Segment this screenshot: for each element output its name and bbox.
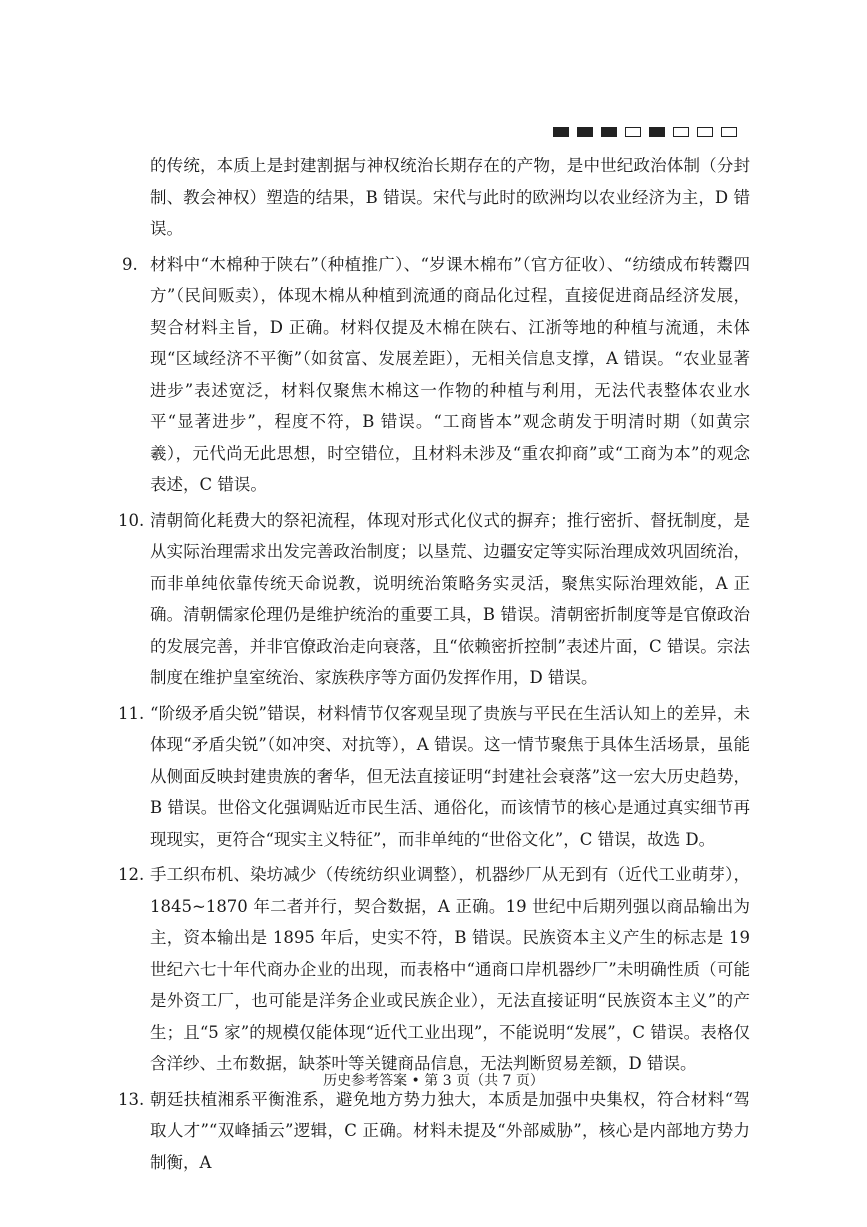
item-number: 12. — [118, 865, 145, 884]
answer-item-10 — [118, 505, 750, 694]
answer-item-13 — [118, 1084, 750, 1179]
item-text: 清朝简化耗费大的祭祀流程，体现对形式化仪式的摒弃；推行密折、督抚制度，是从实际治理需求出发完善政治制度；以垦荒、边疆安定等实际治理成效巩固统治，而非单纯依靠传统天命说教，说明统治策略务实灵活，聚焦实际治理效能，A 正确。清朝儒家伦理仍是维护统治的重要工具，B 错误。清朝密折制度等是官僚政治的发展完善，并非官僚政治走向衰落，且“依赖密折控制”表述片面，C 错误。宗法制度在维护皇室统治、家族秩序等方面仍发挥作用，D 错误。 — [150, 510, 750, 687]
item-number: 9. — [122, 254, 138, 274]
item-number: 10. — [118, 510, 145, 530]
item-text: “阶级矛盾尖锐”错误，材料情节仅客观呈现了贵族与平民在生活认知上的差异，未体现“矛盾尖锐”（如冲突、对抗等），A 错误。这一情节聚焦于具体生活场景，虽能从侧面反映封建贵族的奢华，但无法直接证明“封建社会衰落”这一宏大历史趋势，B 错误。世俗文化强调贴近市民生活、通俗化，而该情节的核心是通过真实细节再现现实，更符合“现实主义特征”，而非单纯的“世俗文化”，C 错误，故选 D。 — [150, 703, 750, 849]
answer-item-12 — [118, 859, 750, 1080]
item-number: 13. — [118, 1089, 145, 1109]
continued-paragraph — [128, 150, 750, 245]
item-text: 朝廷扶植湘系平衡淮系，避免地方势力独大，本质是加强中央集权，符合材料“驾取人才”“双峰插云”逻辑，C 正确。材料未提及“外部威胁”，核心是内部地方势力制衡，A — [150, 1089, 750, 1172]
progress-mark-empty — [721, 127, 737, 137]
progress-mark-empty — [697, 127, 713, 137]
item-text: 材料中“木棉种于陕右”（种植推广）、“岁课木棉布”（官方征收）、“纺绩成布转鬻四方”（民间贩卖），体现木棉从种植到流通的商品化过程，直接促进商品经济发展，契合材料主旨，D 正确。材料仅提及木棉在陕右、江浙等地的种植与流通，未体现“区域经济不平衡”（如贫富、发展差距），无相关信息支撑，A 错误。“农业显著进步”表述宽泛，材料仅聚焦木棉这一作物的种植与利用，无法代表整体农业水平“显著进步”，程度不符，B 错误。“工商皆本”观念萌发于明清时期（如黄宗羲），元代尚无此思想，时空错位，且材料未涉及“重农抑商”或“工商为本”的观念表述，C 错误。 — [150, 254, 750, 494]
page-footer: 历史参考答案 • 第 3 页（共 7 页） — [323, 1073, 544, 1089]
progress-mark-empty — [673, 127, 689, 137]
progress-mark-filled — [553, 127, 569, 137]
progress-mark-filled — [601, 127, 617, 137]
progress-mark-empty — [625, 127, 641, 137]
progress-mark-filled — [649, 127, 665, 137]
progress-marks — [553, 127, 737, 137]
item-text: 手工织布机、染坊减少（传统纺织业调整），机器纱厂从无到有（近代工业萌芽），1845~1870 年二者并行，契合数据，A 正确。19 世纪中后期列强以商品输出为主，资本输出是 1895 年后，史实不符，B 错误。民族资本主义产生的标志是 19 世纪六七十年代商办企业的出现，而表格中“通商口岸机器纱厂”未明确性质（可能是外资工厂，也可能是洋务企业或民族企业），无法直接证明“民族资本主义”的产生；且“5 家”的规模仅能体现“近代工业出现”，不能说明“发展”，C 错误。表格仅含洋纱、土布数据，缺茶叶等关键商品信息，无法判断贸易差额，D 错误。 — [150, 865, 750, 1073]
paragraph-text: 的传统，本质上是封建割据与神权统治长期存在的产物，是中世纪政治体制（分封制、教会神权）塑造的结果，B 错误。宋代与此时的欧洲均以农业经济为主，D 错误。 — [150, 156, 750, 238]
answer-item-9 — [122, 249, 750, 501]
answer-content — [118, 150, 750, 1182]
answer-item-11 — [118, 698, 750, 856]
progress-mark-filled — [577, 127, 593, 137]
item-number: 11. — [118, 703, 145, 723]
